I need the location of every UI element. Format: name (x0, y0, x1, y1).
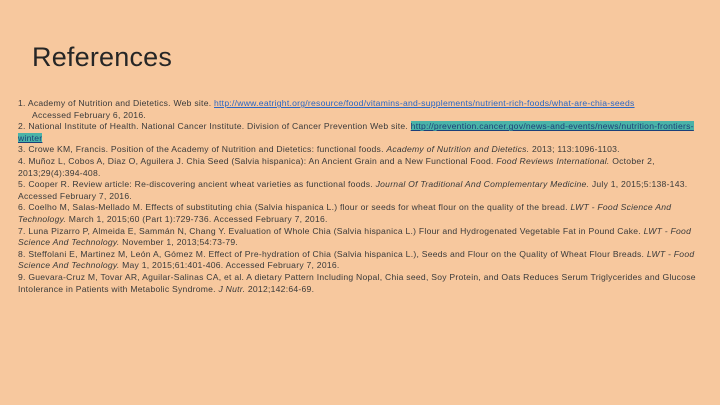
reference-journal: J Nutr. (218, 283, 246, 294)
reference-link[interactable]: http://prevention.cancer.gov/news-and-events/news/nutrition-frontiers-winter (18, 121, 694, 143)
reference-text: Crowe KM, Francis. Position of the Academy of Nutrition and Dietetics: functional foods. (28, 144, 384, 155)
reference-number: 6. (18, 202, 26, 213)
reference-accessed: Accessed February 6, 2016. (32, 109, 146, 120)
reference-number: 1. (18, 98, 26, 108)
reference-journal: LWT - Food Science And Technology. (18, 225, 692, 248)
reference-item-7 (18, 226, 708, 249)
reference-citation: May 1, 2015;61:401-406. Accessed February 7, 2016. (122, 260, 340, 271)
reference-text: Muñoz L, Cobos A, Diaz O, Aguilera J. Chia Seed (Salvia hispanica): An Ancient Grain and a New Functional Food. (28, 155, 494, 166)
reference-citation: July 1, 2015;5:138-143. Accessed February 7, 2016. (18, 179, 688, 201)
reference-item-9 (18, 272, 708, 295)
reference-citation: 2013; 113:1096-1103. (531, 144, 620, 155)
references-list (18, 98, 708, 295)
reference-link[interactable]: http://www.eatright.org/resource/food/vitamins-and-supplements/nutrient-rich-foods/what-are-chia-seeds (214, 98, 635, 108)
reference-item-4 (18, 156, 708, 179)
reference-item-1 (18, 98, 708, 121)
reference-text: Cooper R. Review article: Re-discovering ancient wheat varieties as functional foods. (28, 179, 373, 190)
reference-number: 7. (18, 225, 26, 236)
reference-number: 2. (18, 121, 26, 132)
reference-number: 4. (18, 155, 26, 166)
reference-item-8 (18, 249, 708, 272)
reference-text: Steffolani E, Martinez M, León A, Gómez M. Effect of Pre-hydration of Chia (Salvia hispanica L.), Seeds and Flour on the Quality of Wheat Flour Breads. (28, 248, 645, 259)
reference-journal: Journal Of Traditional And Complementary Medicine. (375, 179, 590, 190)
slide-title: References (32, 42, 173, 72)
reference-item-3 (18, 144, 708, 156)
reference-item-6 (18, 202, 708, 225)
reference-citation: 2012;142:64-69. (247, 283, 315, 294)
reference-journal: LWT - Food Science And Technology. (18, 248, 695, 271)
reference-item-5 (18, 179, 708, 202)
reference-number: 3. (18, 144, 26, 155)
reference-text: National Institute of Health. National Cancer Institute. Division of Cancer Prevention Web site. (28, 121, 409, 132)
reference-text: Luna Pizarro P, Almeida E, Sammán N, Chang Y. Evaluation of Whole Chia (Salvia hispanica L.) Flour and Hydrogenated Vegetable Fat in Pound Cake. (28, 225, 641, 236)
reference-number: 5. (18, 179, 26, 190)
reference-text: Coelho M, Salas-Mellado M. Effects of substituting chia (Salvia hispanica L.) flour or seeds for wheat flour on the quality of the bread. (28, 202, 568, 213)
reference-journal: Food Reviews International. (496, 155, 610, 166)
reference-journal: Academy of Nutrition and Dietetics. (386, 144, 530, 155)
reference-item-2 (18, 121, 708, 144)
reference-citation: October 2, 2013;29(4):394-408. (18, 155, 655, 178)
reference-text: Guevara-Cruz M, Tovar AR, Aguilar-Salinas CA, et al. A dietary Pattern Including Nopal, Chia seed, Soy Protein, and Oats Reduces Serum Triglycerides and Glucose Intolerance in Patients with Metabolic Syndrome. (18, 271, 696, 294)
reference-citation: November 1, 2013;54:73-79. (122, 237, 239, 248)
reference-journal: LWT - Food Science And Technology. (18, 202, 672, 224)
reference-number: 9. (18, 271, 26, 282)
reference-citation: March 1, 2015;60 (Part 1):729-736. Accessed February 7, 2016. (68, 213, 328, 224)
reference-text: Academy of Nutrition and Dietetics. Web site. (27, 98, 212, 108)
reference-number: 8. (18, 248, 26, 259)
